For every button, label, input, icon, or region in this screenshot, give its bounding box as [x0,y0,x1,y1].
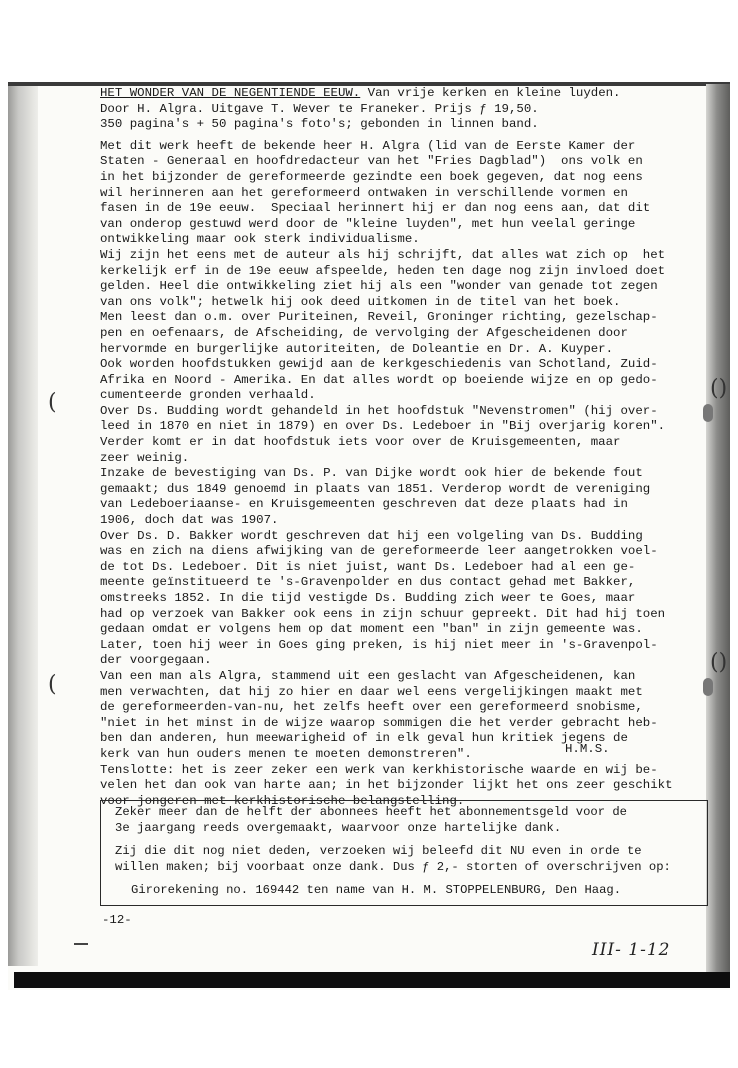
text-line: cumenteerde gronden verhaald. [100,388,316,403]
binding-shadow-left [8,86,38,966]
text-line: Verder komt er in dat hoofdstuk iets voor over de Kruisgemeenten, maar [100,435,621,450]
punch-mark-left-1: ( [48,390,57,415]
text-line: 1906, doch dat was 1907. [100,513,279,528]
punch-mark-right-2: () [710,650,728,675]
book-title: HET WONDER VAN DE NEGENTIENDE EEUW. [100,86,361,100]
margin-dash [74,943,88,945]
text-line: Door H. Algra. Uitgave T. Wever te Franeker. Prijs ƒ 19,50. [100,101,539,116]
text-line: de tot Ds. Ledeboer. Dit is niet juist, want Ds. Ledeboer had al een ge- [100,559,636,574]
notice-line: willen maken; bij voorbaat onze dank. Dus ƒ 2,- storten of overschrijven op: [115,859,671,874]
text-line: had op verzoek van Bakker ook eens in zijn schuur gepreekt. Dit had hij toen [100,606,666,621]
text-line: Over Ds. Budding wordt gehandeld in het hoofdstuk "Nevenstromen" (hij over- [100,403,658,418]
text-line: Over Ds. D. Bakker wordt geschreven dat hij een volgeling van Ds. Budding [100,528,643,543]
review-signature: H.M.S. [565,742,610,756]
text-line: de gereformeerden-van-nu, het zelfs heeft over een gereformeerd snobisme, [100,700,643,715]
text-line: Inzake de bevestiging van Ds. P. van Dijke wordt ook hier de bekende fout [100,466,643,481]
text-line: gemaakt; dus 1849 genoemd in plaats van 1851. Verderop wordt de vereniging [100,481,651,496]
giro-account: Girorekening no. 169442 ten name van H. M. STOPPELENBURG, Den Haag. [131,883,622,898]
text-line: meente geïnstitueerd te 's-Gravenpolder en dus contact gehad met Bakker, [100,575,636,590]
text-line: leed in 1870 en niet in 1879) en over Ds. Ledeboer in "Bij overjarig koren". [100,419,666,434]
text-line: hervormde en burgerlijke autoriteiten, de Doleantie en Dr. A. Kuyper. [100,341,614,356]
scan-bottom-edge [14,972,730,988]
text-line: omstreeks 1852. In die tijd vestigde Ds. Budding zich weer te Goes, maar [100,591,636,605]
text-line: van onderop gestuwd werd door de "kleine luyden", met hun veelal geringe [100,216,636,231]
handwritten-reference: III- 1-12 [592,940,671,960]
text-line: fasen in de 19e eeuw. Speciaal herinnert hij er dan nog eens aan, dat dit [100,201,651,216]
text-line: men verwachten, dat hij zo hier en daar wel eens vergelijkingen maakt met [100,684,643,699]
page-number: -12- [102,913,132,927]
text-line: ontwikkeling maar ook sterk individualisme. [100,232,420,247]
punch-mark-right-1: () [710,376,728,401]
text-line: pen en oefenaars, de Afscheiding, de vervolging der Afgescheidenen door [100,325,628,340]
text-line: Van een man als Algra, stammend uit een geslacht van Afgescheidenen, kan [100,668,636,683]
review-heading [100,86,710,102]
text-line: gelden. Heel die ontwikkeling ziet hij als een "wonder van genade tot zegen [100,279,658,294]
text-line: kerkelijk erf in de 19e eeuw afspeelde, heden ten dage nog zijn invloed doet [100,263,666,278]
text-line: gedaan omdat er volgens hem op dat moment een "ban" in zijn gemeente was. [100,622,643,637]
text-line: velen het dan ook van harte aan; in het bijzonder lijkt het ons zeer geschikt [100,778,673,793]
text-line: kerk van hun ouders menen te moeten demonstreren". [100,746,472,761]
book-subtitle: Van vrije kerken en kleine luyden. [360,86,621,100]
text-line: zeer weinig. [100,450,190,465]
text-line: Staten - Generaal en hoofdredacteur van het "Fries Dagblad") ons volk en [100,154,643,169]
text-line: der voorgegaan. [100,653,212,668]
notice-line: Zij die dit nog niet deden, verzoeken wij beleefd dit NU even in orde te [115,844,642,859]
text-line: wil herinneren aan het gereformeerd ontwaken in verschillende vormen en [100,185,628,200]
text-line: ben dan anderen, hun meewarigheid of in elk geval hun kritiek jegens de [100,731,628,746]
text-line: Ook worden hoofdstukken gewijd aan de kerkgeschiedenis van Schotland, Zuid- [100,357,658,372]
text-line: Afrika en Noord - Amerika. En dat alles wordt op boeiende wijze en op gedo- [100,372,658,387]
text-line: voor jongeren met kerkhistorische belangstelling. [100,793,465,808]
text-line: was en zich na diens afwijking van de gereformeerde leer aangetrokken voel- [100,544,658,559]
notice-line: Zeker meer dan de helft der abonnees heeft het abonnementsgeld voor de [115,805,627,819]
subscription-notice [100,800,708,906]
text-line: Wij zijn het eens met de auteur als hij schrijft, dat alles wat zich op het [100,247,666,262]
text-line: Tenslotte: het is zeer zeker een werk van kerkhistorische waarde en wij be- [100,762,658,777]
text-line: Men leest dan o.m. over Puriteinen, Reveil, Groninger richting, gezelschap- [100,310,658,325]
text-line: Later, toen hij weer in Goes ging preken, is hij niet meer in 's-Gravenpol- [100,637,658,652]
text-line: "niet in het minst in de wijze waarop sommigen die het verder gebracht heb- [100,715,658,730]
punch-mark-left-2: ( [48,672,57,697]
text-line: van Ledeboeriaanse- en Kruisgemeenten geschreven dat deze plaats had in [100,497,628,512]
review-text [100,86,710,809]
text-line: 350 pagina's + 50 pagina's foto's; gebonden in linnen band. [100,117,539,132]
notice-line: 3e jaargang reeds overgemaakt, waarvoor onze hartelijke dank. [115,820,562,835]
text-line: Met dit werk heeft de bekende heer H. Algra (lid van de Eerste Kamer der [100,138,636,153]
text-line: in het bijzonder de gereformeerde gezindte een boek gegeven, dat nog eens [100,169,643,184]
text-line: van ons volk"; hetwelk hij ook deed uitkomen in de titel van het boek. [100,294,621,309]
